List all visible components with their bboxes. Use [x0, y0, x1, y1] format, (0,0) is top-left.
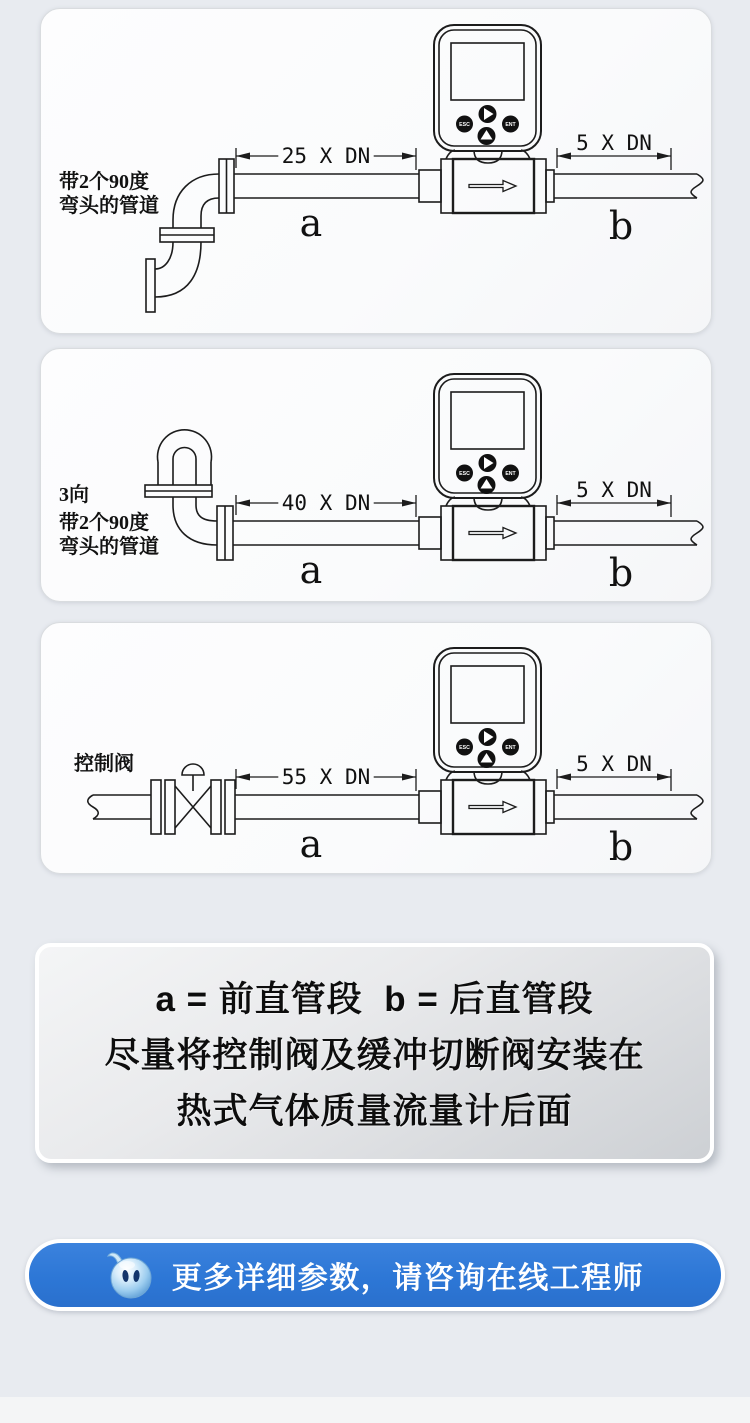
svg-text:b: b — [608, 825, 634, 869]
meter-body — [419, 780, 554, 834]
meter-housing — [453, 780, 534, 834]
dimension-downstream — [557, 752, 671, 791]
svg-text:b: b — [608, 551, 634, 595]
pipe-break-symbol — [691, 795, 703, 819]
outlet-stub — [546, 170, 554, 202]
pipe-section-letters — [300, 201, 633, 248]
flow-meter-head-icon — [434, 648, 541, 784]
svg-text:5 X DN: 5 X DN — [576, 478, 652, 502]
svg-text:控制阀: 控制阀 — [74, 753, 134, 775]
installation-diagram-control-valve — [41, 623, 711, 873]
meter-body — [419, 506, 554, 560]
svg-text:ENT: ENT — [505, 122, 516, 128]
chat-mascot-icon-svg — [106, 1249, 156, 1301]
flow-meter-head-icon — [434, 374, 541, 510]
svg-text:弯头的管道: 弯头的管道 — [59, 195, 159, 217]
inlet-stub — [419, 791, 441, 823]
diagram-label — [59, 169, 159, 217]
cta-label: 更多详细参数，请咨询在线工程师 — [171, 1262, 645, 1295]
pipe-break-symbol — [88, 795, 99, 819]
note-panel — [35, 943, 714, 1163]
meter-flange-left — [441, 780, 453, 834]
diagram-panel-control-valve — [40, 622, 712, 874]
svg-text:a: a — [299, 548, 323, 592]
device-screen — [451, 43, 524, 100]
svg-text:ENT: ENT — [505, 745, 516, 751]
meter-flange-right — [534, 159, 546, 213]
valve-actuator — [182, 764, 204, 775]
meter-housing — [453, 159, 534, 213]
svg-text:5 X DN: 5 X DN — [576, 752, 652, 776]
pipe-downstream — [554, 174, 703, 198]
dimension-downstream — [557, 478, 671, 517]
fitting-two-elbows — [146, 159, 419, 312]
pipe-downstream — [554, 795, 703, 819]
svg-text:ESC: ESC — [459, 122, 470, 128]
note-line-advice-2: 热式气体质量流量计后面 — [176, 1092, 573, 1131]
svg-text:25 X DN: 25 X DN — [281, 144, 371, 168]
inlet-stub — [419, 170, 441, 202]
inlet-stub — [419, 517, 441, 549]
meter-body — [419, 159, 554, 213]
diagram-label — [59, 482, 159, 558]
svg-text:55 X DN: 55 X DN — [281, 765, 371, 789]
meter-flange-right — [534, 780, 546, 834]
flow-meter-head-icon — [434, 25, 541, 163]
svg-text:弯头的管道: 弯头的管道 — [59, 536, 159, 558]
flow-direction-arrow — [469, 181, 516, 192]
pipe-break-symbol — [691, 174, 703, 198]
svg-text:ESC: ESC — [459, 745, 470, 751]
dimension-downstream — [557, 131, 671, 170]
dimension-upstream — [236, 144, 416, 170]
device-screen — [451, 392, 524, 449]
svg-text:3向: 3向 — [59, 484, 89, 506]
pipe-section-letters — [300, 548, 633, 595]
dimension-upstream — [236, 491, 416, 517]
flow-direction-arrow — [469, 802, 516, 813]
installation-diagram-three-way — [41, 349, 711, 601]
meter-flange-left — [441, 506, 453, 560]
outlet-stub — [546, 517, 554, 549]
svg-text:ESC: ESC — [459, 471, 470, 477]
flow-direction-arrow — [469, 528, 516, 539]
meter-housing — [453, 506, 534, 560]
meter-flange-right — [534, 506, 546, 560]
svg-text:ENT: ENT — [505, 471, 516, 477]
svg-text:5 X DN: 5 X DN — [576, 131, 652, 155]
svg-text:a: a — [299, 201, 323, 245]
note-line-advice-1: 尽量将控制阀及缓冲切断阀安装在 — [104, 1036, 645, 1075]
installation-diagram-two-elbows — [41, 9, 711, 333]
footer-strip — [0, 1397, 750, 1423]
pipe-break-symbol — [691, 521, 703, 545]
svg-text:带2个90度: 带2个90度 — [59, 171, 149, 193]
meter-flange-left — [441, 159, 453, 213]
valve-body — [175, 786, 211, 828]
outlet-stub — [546, 791, 554, 823]
device-screen — [451, 666, 524, 723]
note-line-legend: a = 前直管段 b = 后直管段 — [155, 980, 594, 1019]
pipe-downstream — [554, 521, 703, 545]
pipe-section-letters — [300, 822, 633, 869]
consult-engineer-button[interactable] — [25, 1239, 725, 1311]
diagram-label — [74, 751, 134, 775]
svg-text:b: b — [608, 204, 634, 248]
svg-text:40 X DN: 40 X DN — [281, 491, 371, 515]
dimension-upstream — [236, 765, 416, 791]
diagram-panel-three-way-elbows — [40, 348, 712, 602]
svg-text:a: a — [299, 822, 323, 866]
diagram-panel-two-elbows — [40, 8, 712, 334]
svg-text:带2个90度: 带2个90度 — [59, 512, 149, 534]
chat-mascot-icon — [106, 1249, 156, 1301]
